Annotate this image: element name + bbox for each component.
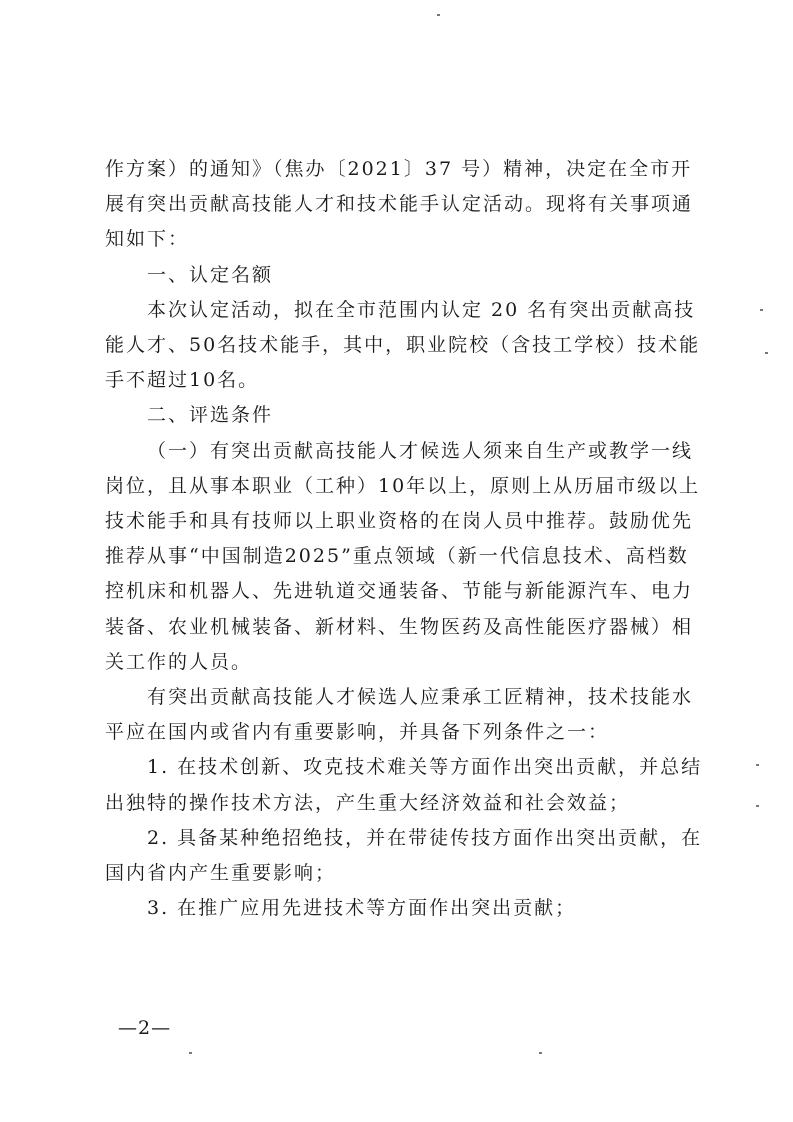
list-item-1: 1. 在技术创新、攻克技术难关等方面作出突出贡献，并总结出独特的操作技术方法，产生重大经济效益和社会效益； — [105, 756, 703, 814]
paragraph-criteria-1: （一）有突出贡献高技能人才候选人须来自生产或教学一线岗位，且从事本职业（工种）10年以上，原则上从历届市级以上技术能手和具有技师以上职业资格的在岗人员中推荐。鼓励优先推荐从事“中国制造2025”重点领域（新一代信息技术、高档数控机床和机器人、先进轨道交通装备、节能与新能源汽车、电力装备、农业机械装备、新材料、生物医药及高性能医疗器械）相关工作的人员。 — [105, 439, 701, 673]
paragraph-intro: 作方案）的通知》（焦办〔2021〕37 号）精神，决定在全市开展有突出贡献高技能人才和技术能手认定活动。现将有关事项通知如下： — [105, 158, 694, 251]
list-item-2: 2. 具备某种绝招绝技，并在带徒传技方面作出突出贡献，在国内省内产生重要影响； — [105, 826, 703, 885]
section-heading-criteria: 二、评选条件 — [147, 404, 274, 427]
scan-speck — [539, 1052, 542, 1054]
section-heading-quota: 一、认定名额 — [147, 263, 274, 286]
scan-speck — [756, 805, 759, 807]
scan-speck — [760, 309, 763, 311]
list-item-3: 3. 在推广应用先进技术等方面作出突出贡献； — [147, 897, 577, 920]
scan-speck — [756, 764, 759, 766]
page-number: —2— — [118, 1017, 172, 1039]
scan-speck — [189, 1052, 192, 1054]
scan-speck — [765, 352, 768, 354]
body-text — [105, 152, 705, 926]
paragraph-criteria-2: 有突出贡献高技能人才候选人应秉承工匠精神，技术技能水平应在国内或省内有重要影响，并具备下列条件之一： — [105, 686, 694, 744]
paragraph-quota: 本次认定活动，拟在全市范围内认定 20 名有突出贡献高技能人才、50名技术能手，其中，职业院校（含技工学校）技术能手不超过10名。 — [105, 298, 701, 392]
scan-speck — [437, 14, 440, 16]
